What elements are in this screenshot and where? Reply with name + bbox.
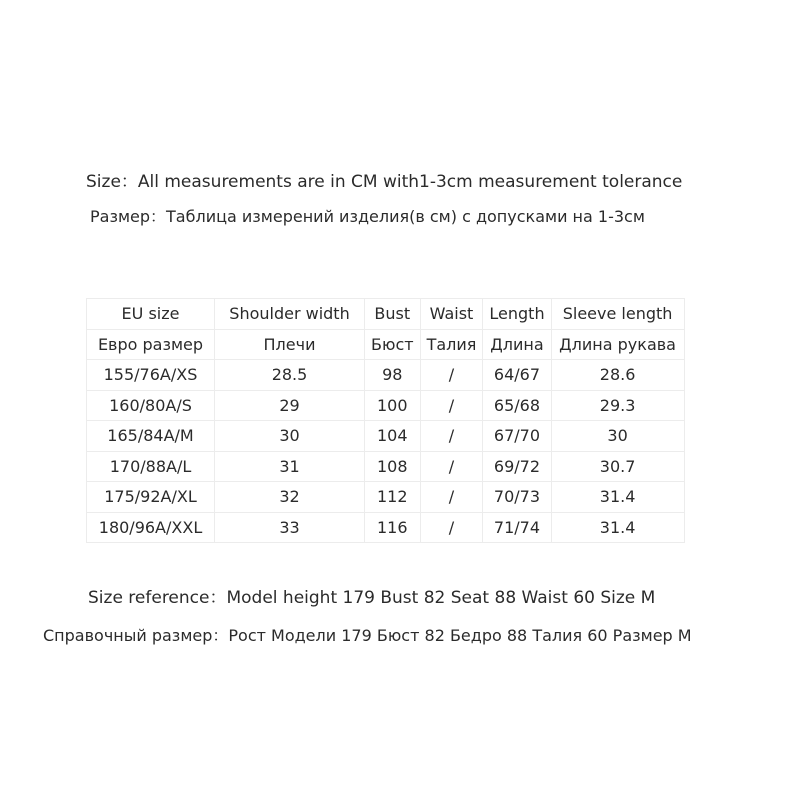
size-reference-russian: Справочный размер：Рост Модели 179 Бюст 82 Бедро 88 Талия 60 Размер M [43, 626, 692, 645]
intro-english: Size：All measurements are in CM with1-3cm measurement tolerance [86, 172, 683, 192]
table-cell: 98 [365, 360, 421, 391]
table-cell: 160/80A/S [87, 390, 215, 421]
table-row [87, 512, 685, 543]
header-bust: Bust [365, 299, 421, 330]
table-cell: 71/74 [483, 512, 551, 543]
header-shoulder-width: Shoulder width [215, 299, 365, 330]
header-waist-ru: Талия [420, 329, 483, 360]
table-cell: 116 [365, 512, 421, 543]
table-cell: / [420, 360, 483, 391]
header-waist: Waist [420, 299, 483, 330]
header-sleeve-length-ru: Длина рукава [551, 329, 684, 360]
table-cell: 175/92A/XL [87, 482, 215, 513]
table-cell: / [420, 451, 483, 482]
header-eu-size: EU size [87, 299, 215, 330]
table-cell: 165/84A/M [87, 421, 215, 452]
table-cell: 112 [365, 482, 421, 513]
table-cell: 65/68 [483, 390, 551, 421]
header-row-english [87, 299, 685, 330]
intro-russian: Размер：Таблица измерений изделия(в см) с допусками на 1-3см [90, 207, 645, 226]
table-cell: 31 [215, 451, 365, 482]
table-cell: 104 [365, 421, 421, 452]
table-cell: 33 [215, 512, 365, 543]
table-cell: 69/72 [483, 451, 551, 482]
table-row [87, 360, 685, 391]
header-sleeve-length: Sleeve length [551, 299, 684, 330]
table-cell: 100 [365, 390, 421, 421]
header-row-russian [87, 329, 685, 360]
header-length-ru: Длина [483, 329, 551, 360]
table-cell: / [420, 482, 483, 513]
table-cell: 32 [215, 482, 365, 513]
table-cell: 155/76A/XS [87, 360, 215, 391]
table-cell: 64/67 [483, 360, 551, 391]
header-bust-ru: Бюст [365, 329, 421, 360]
table-cell: 31.4 [551, 482, 684, 513]
table-row [87, 390, 685, 421]
table-cell: 180/96A/XXL [87, 512, 215, 543]
table-cell: 30.7 [551, 451, 684, 482]
header-eu-size-ru: Евро размер [87, 329, 215, 360]
table-cell: 31.4 [551, 512, 684, 543]
table-cell: 108 [365, 451, 421, 482]
table-cell: 28.5 [215, 360, 365, 391]
table-cell: 30 [551, 421, 684, 452]
table-cell: 170/88A/L [87, 451, 215, 482]
table-cell: 67/70 [483, 421, 551, 452]
header-shoulder-width-ru: Плечи [215, 329, 365, 360]
table-row [87, 421, 685, 452]
table-cell: 70/73 [483, 482, 551, 513]
table-cell: / [420, 390, 483, 421]
table-row [87, 451, 685, 482]
table-cell: / [420, 512, 483, 543]
size-table [86, 298, 685, 543]
table-cell: 28.6 [551, 360, 684, 391]
header-length: Length [483, 299, 551, 330]
size-reference-english: Size reference：Model height 179 Bust 82 Seat 88 Waist 60 Size M [88, 588, 656, 608]
table-row [87, 482, 685, 513]
table-cell: / [420, 421, 483, 452]
table-cell: 29.3 [551, 390, 684, 421]
table-cell: 29 [215, 390, 365, 421]
table-cell: 30 [215, 421, 365, 452]
